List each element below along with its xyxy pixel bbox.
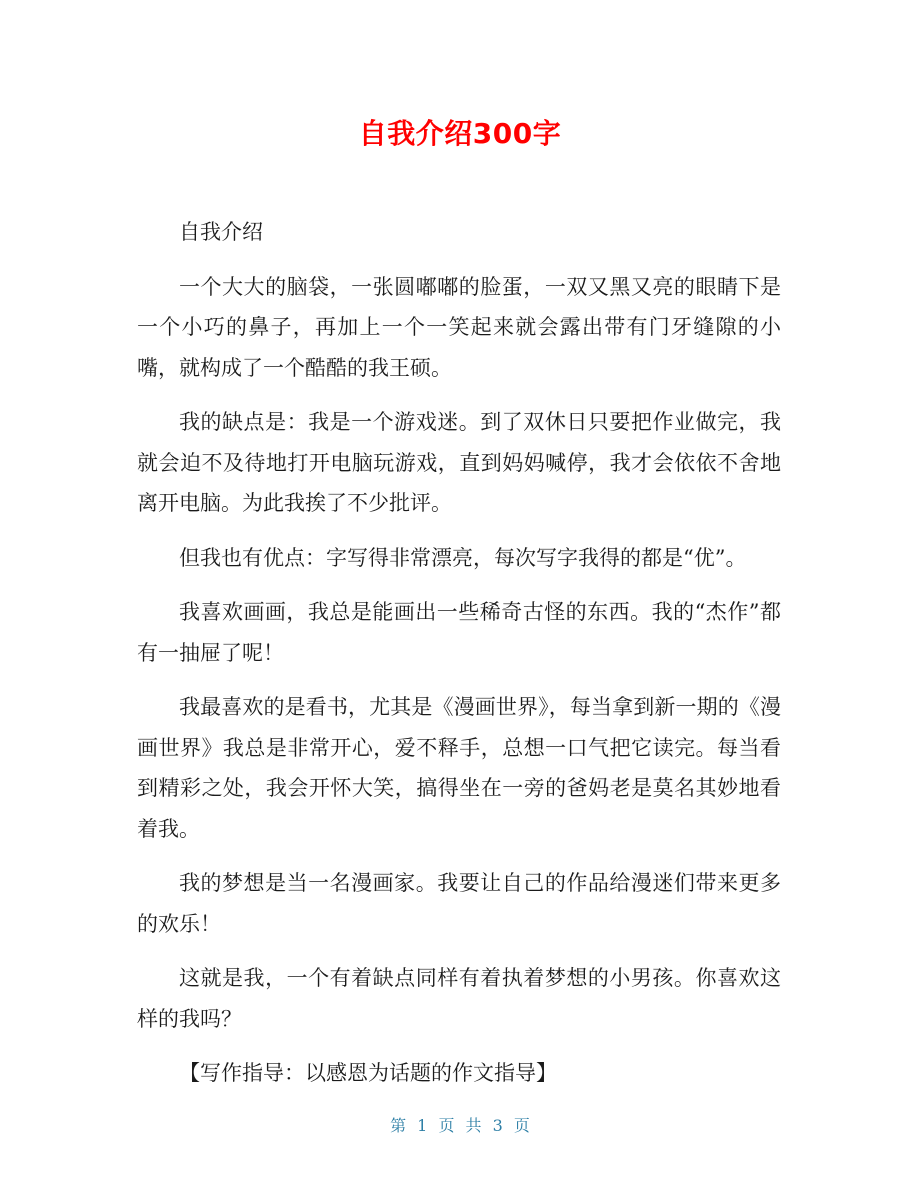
paragraph-dream: 我的梦想是当一名漫画家。我要让自己的作品给漫迷们带来更多的欢乐！ [137, 871, 781, 936]
paragraph-reading: 我最喜欢的是看书，尤其是《漫画世界》，每当拿到新一期的《漫画世界》我总是非常开心，爱不释手，总想一口气把它读完。每当看到精彩之处，我会开怀大笑，搞得坐在一旁的爸妈老是莫名其妙地看着我。 [137, 695, 781, 841]
page-title: 自我介绍300字 [358, 117, 562, 150]
document-body [137, 212, 781, 1108]
paragraph-writing-guide: 【写作指导：以感恩为话题的作文指导】 [179, 1061, 557, 1085]
paragraph-heading: 自我介绍 [179, 220, 263, 244]
paragraph-strength: 但我也有优点：字写得非常漂亮，每次写字我得的都是“优”。 [179, 545, 747, 570]
paragraph-shortcoming: 我的缺点是：我是一个游戏迷。到了双休日只要把作业做完，我就会迫不及待地打开电脑玩游戏，直到妈妈喊停，我才会依依不舍地离开电脑。为此我挨了不少批评。 [137, 410, 781, 515]
paragraph-drawing: 我喜欢画画，我总是能画出一些稀奇古怪的东西。我的“杰作”都有一抽屉了呢！ [137, 600, 781, 665]
page-number-footer: 第 1 页 共 3 页 [390, 1116, 530, 1135]
paragraph-closing: 这就是我，一个有着缺点同样有着执着梦想的小男孩。你喜欢这样的我吗？ [137, 966, 781, 1031]
paragraph-appearance: 一个大大的脑袋，一张圆嘟嘟的脸蛋，一双又黑又亮的眼睛下是一个小巧的鼻子，再加上一个一笑起来就会露出带有门牙缝隙的小嘴，就构成了一个酷酷的我王硕。 [137, 274, 781, 380]
